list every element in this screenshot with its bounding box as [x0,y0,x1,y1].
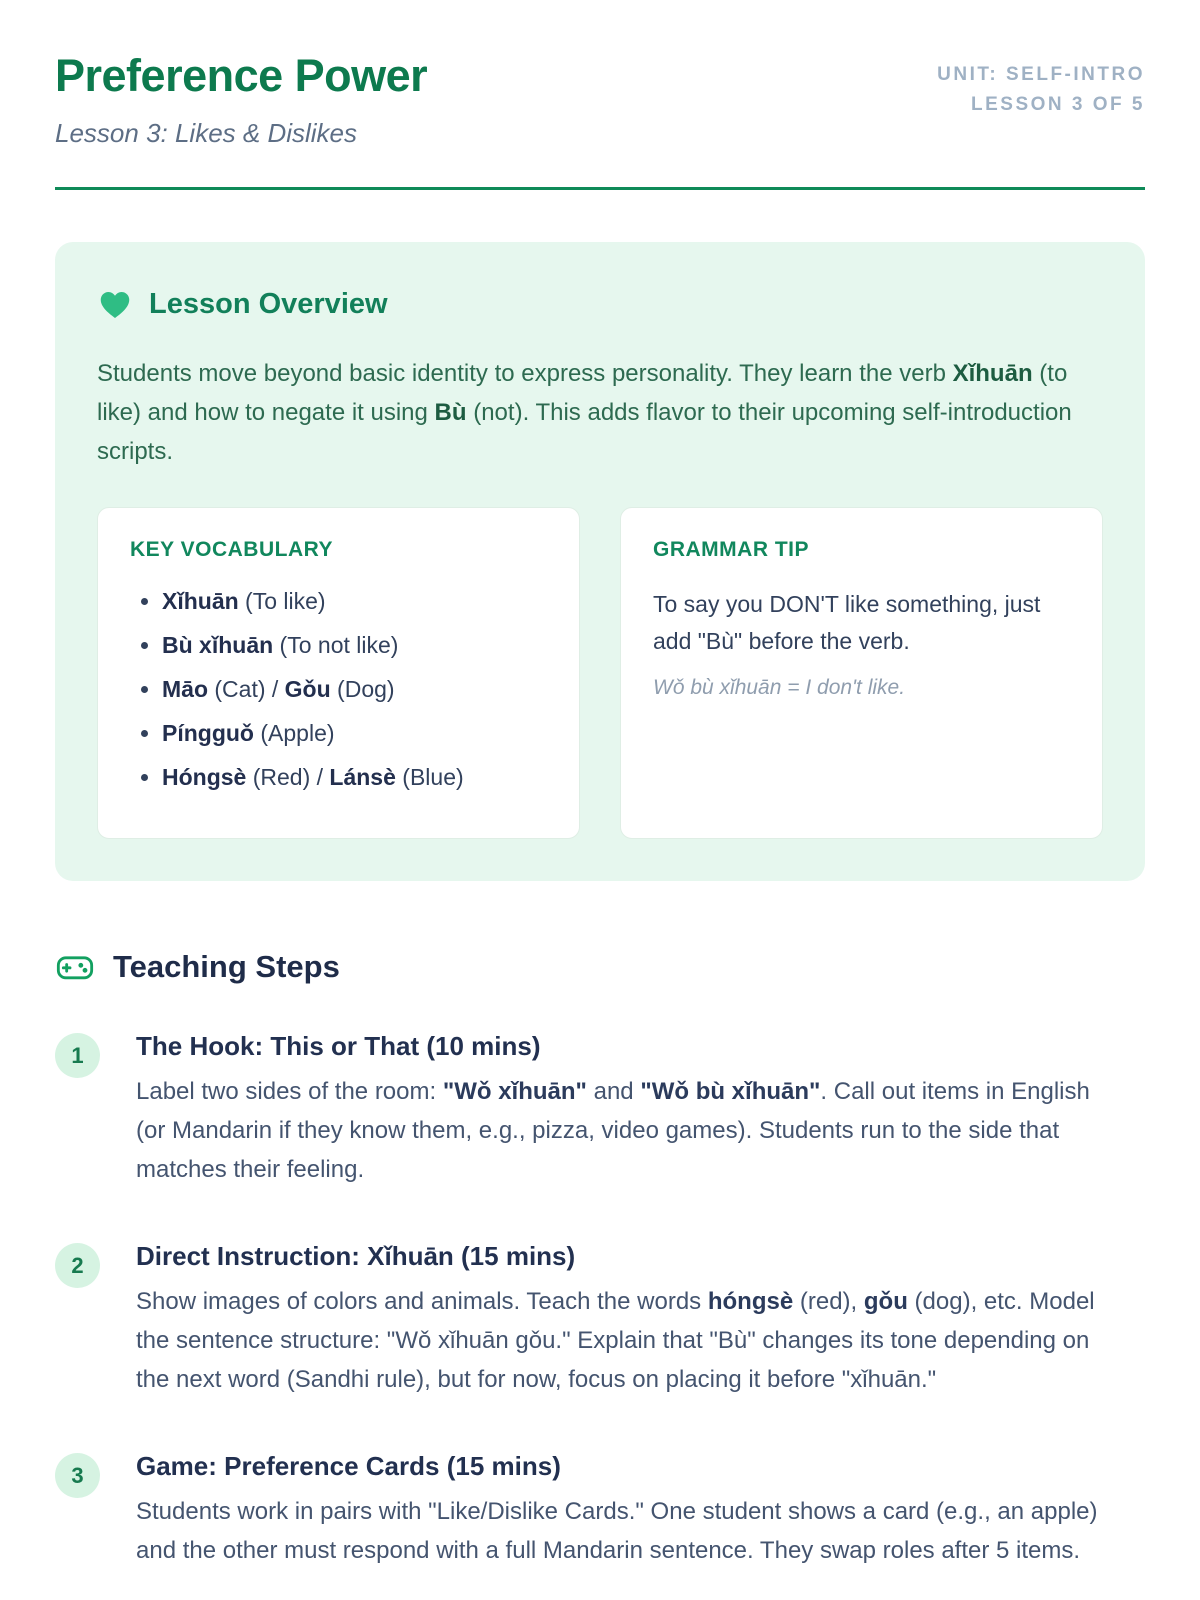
vocab-item: • Hóngsè (Red) / Lánsè (Blue) [162,764,547,791]
vocab-item: • Bù xǐhuān (To not like) [162,632,547,659]
key-vocabulary-card [97,507,580,839]
vocab-list [130,588,547,791]
unit-meta [937,50,1145,120]
step-number-badge: 3 [55,1453,100,1498]
page-title: Preference Power [55,50,428,101]
key-vocabulary-title: KEY VOCABULARY [130,538,334,561]
step-body: Show images of colors and animals. Teach the words hóngsè (red), gǒu (dog), etc. Model the sentence structure: "Wǒ xǐhuān gǒu." Explain that "Bù" changes its tone depending on the next word (Sandhi rule), but for now, focus on placing it before "xǐhuān." [136,1288,1095,1393]
step-number-badge: 2 [55,1243,100,1288]
step-title: The Hook: This or That (10 mins) [136,1031,541,1061]
step-title: Game: Preference Cards (15 mins) [136,1451,561,1481]
unit-label: UNIT: SELF-INTRO [937,64,1145,85]
page-header [55,50,1145,149]
overview-card-grid [97,507,1103,839]
teaching-steps-title: Teaching Steps [113,949,340,984]
heart-icon [97,286,133,322]
overview-paragraph [97,354,1103,471]
step-2 [55,1241,1145,1399]
lesson-overview-card [55,242,1145,881]
overview-text-3: (not). This adds flavor to their upcoming self-introduction scripts. [97,399,1072,465]
step-3 [55,1451,1145,1570]
vocab-item: • Māo (Cat) / Gǒu (Dog) [162,676,547,703]
grammar-tip-text: To say you DON'T like something, just add "Bù" before the verb. [653,591,1041,654]
step-1 [55,1031,1145,1189]
grammar-tip-title: GRAMMAR TIP [653,538,809,561]
header-divider [55,187,1145,190]
step-body: Label two sides of the room: "Wǒ xǐhuān" and "Wǒ bù xǐhuān". Call out items in English (or Mandarin if they know them, e.g., pizza, video games). Students run to the side that matches their feeling. [136,1078,1090,1183]
overview-term-xihuan: Xǐhuān [952,360,1033,387]
step-number-badge: 1 [55,1033,100,1078]
overview-text-2: (to like) and how to negate it using [97,360,1068,426]
step-body: Students work in pairs with "Like/Dislike Cards." One student shows a card (e.g., an apple) and the other must respond with a full Mandarin sentence. They swap roles after 5 items. [136,1498,1098,1564]
step-title: Direct Instruction: Xǐhuān (15 mins) [136,1241,576,1271]
overview-text-1: Students move beyond basic identity to express personality. They learn the verb [97,360,953,387]
overview-header [97,286,1103,322]
grammar-tip-example: Wǒ bù xǐhuān = I don't like. [653,676,906,699]
header-left [55,50,427,149]
grammar-tip-card [620,507,1103,839]
vocab-item: • Xǐhuān (To like) [162,588,547,615]
gamepad-icon [55,947,95,987]
teaching-steps-header [55,947,1145,987]
overview-title: Lesson Overview [149,287,388,320]
page-subtitle: Lesson 3: Likes & Dislikes [55,118,358,148]
vocab-item: • Píngguǒ (Apple) [162,720,547,747]
lesson-count-label: LESSON 3 OF 5 [971,94,1145,115]
steps-list [55,1031,1145,1570]
overview-term-bu: Bù [434,399,467,426]
